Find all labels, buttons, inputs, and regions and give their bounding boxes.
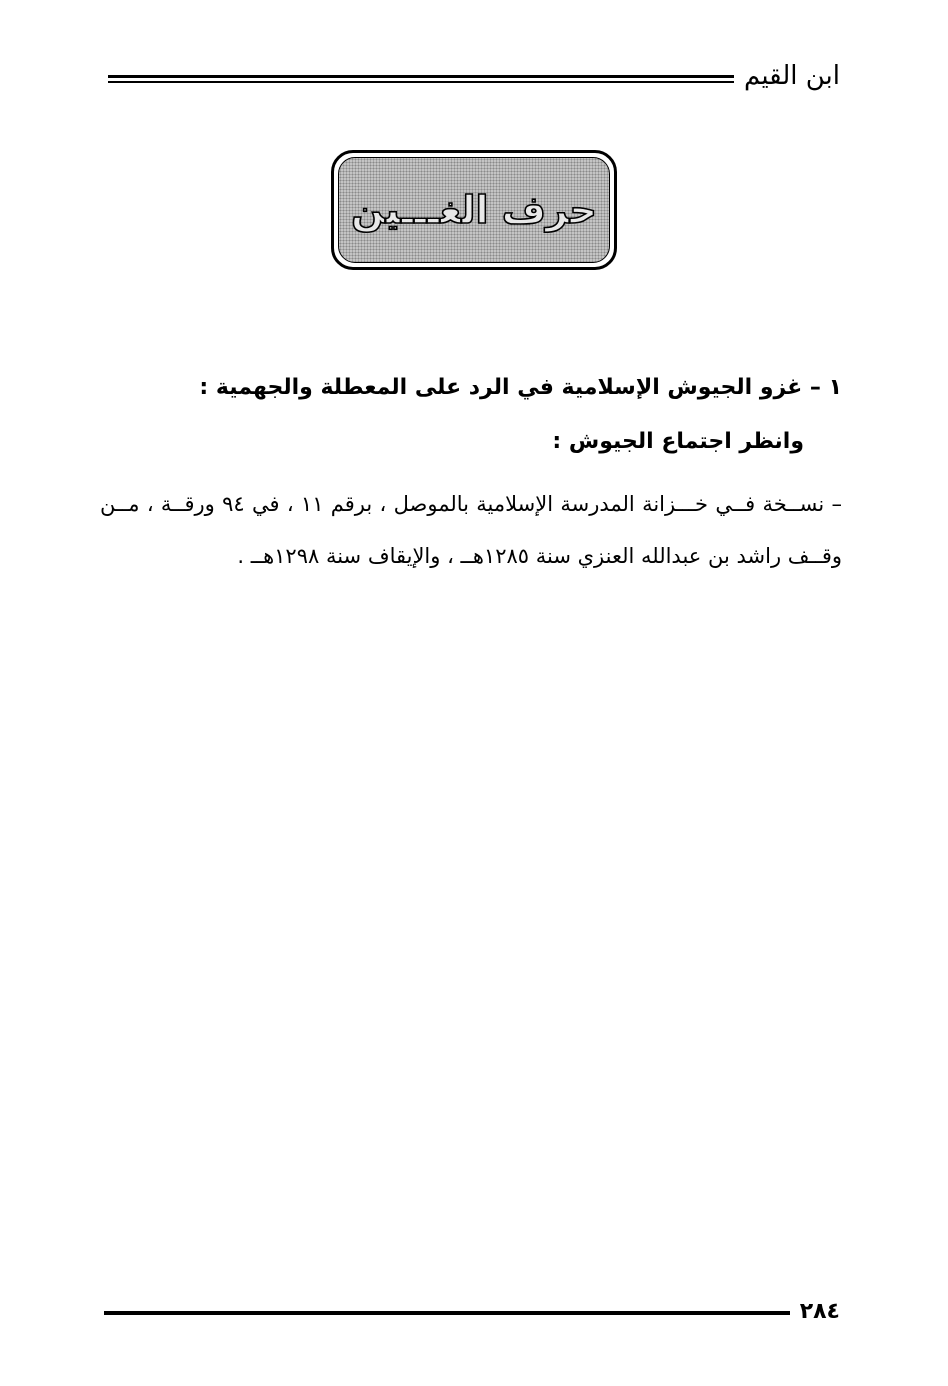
entry-body: – نســخة فــي خـــزانة المدرسة الإسلامية بالموصل ، برقم ١١ ، في ٩٤ ورقــة ، مــن وقــف راشد بن عبدالله العنزي سنة ١٢٨٥هــ ، والإيقاف سنة ١٢٩٨هــ .: [100, 492, 842, 568]
running-header: [108, 56, 840, 96]
footer-rule: [104, 1311, 790, 1315]
entry-block: [100, 368, 842, 582]
section-title-box: [331, 150, 617, 270]
header-rule: [108, 75, 734, 83]
entry-heading: ١ – غزو الجيوش الإسلامية في الرد على المعطلة والجهمية :: [199, 375, 842, 400]
page-number: ٢٨٤: [799, 1298, 840, 1324]
section-title: حرف الغـــين: [351, 188, 597, 232]
running-title: ابن القيم: [744, 61, 840, 91]
section-title-panel: [338, 157, 610, 263]
entry-see-also: وانظر اجتماع الجيوش :: [552, 429, 804, 454]
page-footer: [104, 1296, 840, 1326]
